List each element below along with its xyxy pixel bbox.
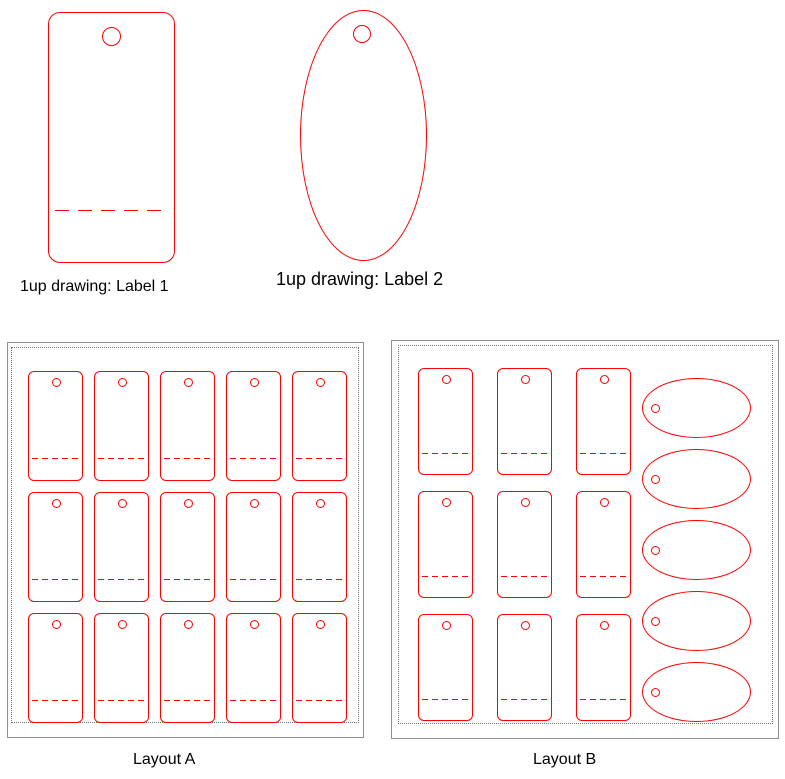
perforation-line (230, 458, 277, 459)
mini-rect-label (497, 368, 552, 475)
mini-rect-label (418, 614, 473, 721)
mini-rect-label (94, 371, 149, 481)
mini-oval-label (642, 378, 751, 438)
perforation-line (55, 210, 168, 211)
hole-punch (521, 498, 530, 507)
perforation-line (230, 700, 277, 701)
mini-oval-label (642, 449, 751, 509)
mini-rect-label (226, 371, 281, 481)
mini-rect-label (94, 492, 149, 602)
mini-rect-label (576, 368, 631, 475)
perforation-line (296, 458, 343, 459)
hole-punch (651, 404, 660, 413)
perforation-line (164, 579, 211, 580)
hole-punch (600, 375, 609, 384)
layout-b-sheet (391, 340, 779, 739)
hole-punch (651, 475, 660, 484)
hole-punch (442, 498, 451, 507)
perforation-line (32, 458, 79, 459)
layout-a-sheet (7, 342, 364, 738)
mini-oval-label (642, 662, 751, 722)
perforation-line (98, 579, 145, 580)
hole-punch (442, 375, 451, 384)
mini-rect-label (497, 614, 552, 721)
hole-punch (250, 378, 259, 387)
mini-rect-label (28, 492, 83, 602)
oneup-rect-drawing (48, 12, 175, 263)
perforation-line (164, 458, 211, 459)
hole-punch (52, 620, 61, 629)
mini-oval-label (642, 520, 751, 580)
perforation-line (98, 700, 145, 701)
oneup-caption-1: 1up drawing: Label 1 (20, 278, 169, 295)
mini-rect-label (28, 613, 83, 723)
mini-rect-label (28, 371, 83, 481)
perforation-line (580, 576, 627, 577)
mini-rect-label (292, 492, 347, 602)
hole-punch (600, 621, 609, 630)
perforation-line (32, 700, 79, 701)
mini-rect-label (226, 613, 281, 723)
perforation-line (422, 576, 469, 577)
hole-punch (184, 620, 193, 629)
oneup-caption-2: 1up drawing: Label 2 (276, 269, 444, 289)
hole-punch (316, 378, 325, 387)
mini-rect-label (418, 491, 473, 598)
hole-punch (118, 378, 127, 387)
hole-punch (651, 546, 660, 555)
hole-punch (52, 499, 61, 508)
hole-punch (521, 621, 530, 630)
hole-punch (184, 378, 193, 387)
hole-punch (353, 25, 371, 43)
perforation-line (422, 699, 469, 700)
mini-rect-label (160, 492, 215, 602)
hole-punch (651, 617, 660, 626)
mini-rect-label (292, 613, 347, 723)
hole-punch (316, 499, 325, 508)
hole-punch (250, 499, 259, 508)
mini-oval-label (642, 591, 751, 651)
layout-a-caption: Layout A (133, 751, 196, 768)
perforation-line (422, 453, 469, 454)
perforation-line (501, 453, 548, 454)
mini-rect-label (576, 614, 631, 721)
perforation-line (296, 700, 343, 701)
mini-rect-label (226, 492, 281, 602)
hole-punch (118, 499, 127, 508)
hole-punch (52, 378, 61, 387)
perforation-line (580, 453, 627, 454)
hole-punch (316, 620, 325, 629)
perforation-line (164, 700, 211, 701)
mini-rect-label (497, 491, 552, 598)
hole-punch (118, 620, 127, 629)
perforation-line (98, 458, 145, 459)
hole-punch (651, 688, 660, 697)
hole-punch (442, 621, 451, 630)
oneup-oval-drawing (300, 10, 427, 261)
perforation-line (230, 579, 277, 580)
hole-punch (521, 375, 530, 384)
perforation-line (501, 699, 548, 700)
hole-punch (102, 27, 121, 46)
perforation-line (296, 579, 343, 580)
mini-rect-label (418, 368, 473, 475)
mini-rect-label (576, 491, 631, 598)
perforation-line (32, 579, 79, 580)
hole-punch (250, 620, 259, 629)
mini-rect-label (160, 613, 215, 723)
mini-rect-label (160, 371, 215, 481)
perforation-line (501, 576, 548, 577)
perforation-line (580, 699, 627, 700)
layout-b-caption: Layout B (533, 751, 597, 768)
mini-rect-label (292, 371, 347, 481)
hole-punch (600, 498, 609, 507)
hole-punch (184, 499, 193, 508)
mini-rect-label (94, 613, 149, 723)
